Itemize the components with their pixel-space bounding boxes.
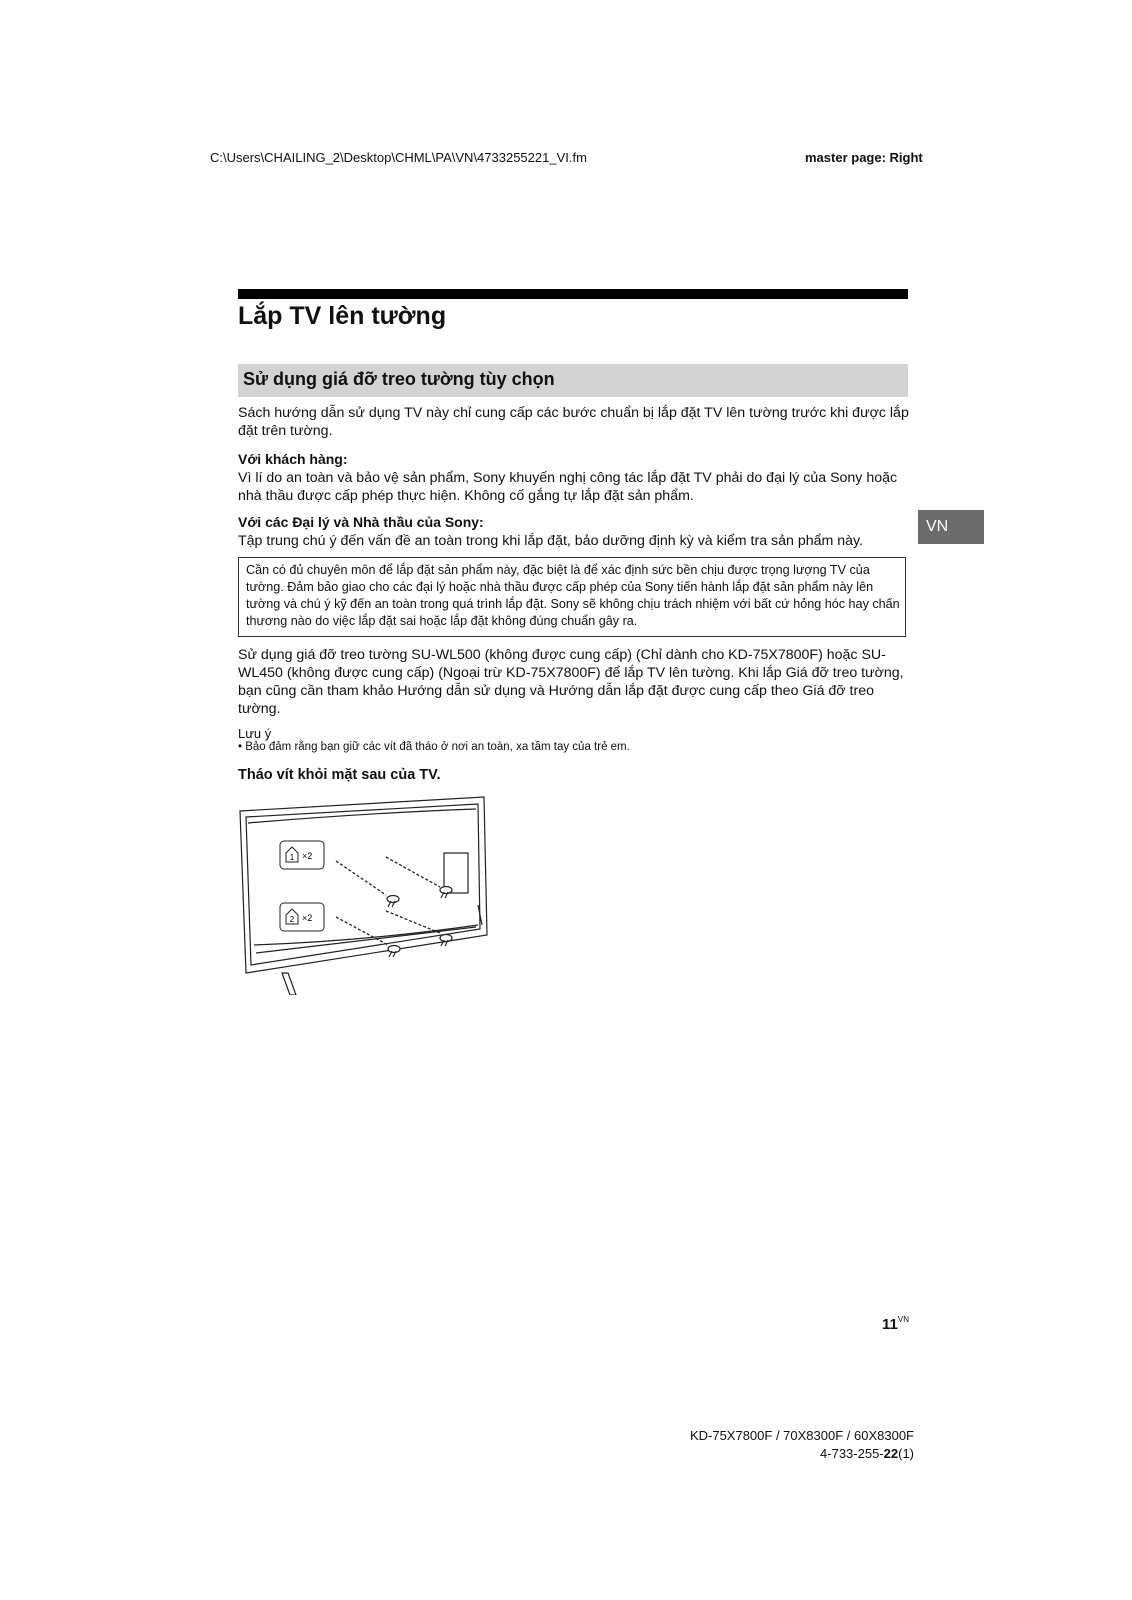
dealers-heading: Với các Đại lý và Nhà thầu của Sony: [238,514,484,530]
step-heading: Tháo vít khỏi mặt sau của TV. [238,767,441,783]
label-1 [280,841,324,869]
page-number [882,1315,909,1333]
bullet-icon: • [238,741,246,753]
note-item [238,741,630,753]
screw-icon [387,896,399,908]
label-1-number: 1 [289,853,295,862]
warning-text: Cần có đủ chuyên môn để lắp đặt sản phẩm này, đặc biệt là để xác định sức bền chịu được trọng lượng TV của tường. Đảm bảo giao cho các đại lý hoặc nhà thầu được cấp phép của Sony tiến hành lắp đặt sản phẩm này lên tường và chú ý kỹ đến an toàn trong quá trình lắp đặt. Sony sẽ không chịu trách nhiệm với bất cứ hỏng hóc hay chấn thương nào do việc lắp đặt sai hoặc lắp đặt không đúng chuẩn gây ra. [246,563,900,628]
footer-code-prefix: 4-733-255- [820,1446,884,1461]
label-1-count: ×2 [302,851,313,861]
label-2-count: ×2 [302,913,313,923]
tv-outline [240,797,487,973]
dealers-paragraph: Tập trung chú ý đến vấn đề an toàn trong khi lắp đặt, bảo dưỡng định kỳ và kiểm tra sản phẩm này. [238,533,864,549]
tv-back-screws-figure [236,795,494,995]
note-item-text: Bảo đảm rằng bạn giữ các vít đã tháo ở nơi an toàn, xa tầm tay của trẻ em. [245,741,630,753]
header-master-page: master page: Right [805,150,923,165]
footer-models: KD-75X7800F / 70X8300F / 60X8300F [689,1428,914,1443]
page-number-value: 11 [882,1316,898,1333]
intro-paragraph: Sách hướng dẫn sử dụng TV này chỉ cung cấp các bước chuẩn bị lắp đặt TV lên tường trước khi được lắp đặt trên tường. [238,405,909,439]
label-2-number: 2 [289,915,295,924]
language-tab: VN [918,510,984,544]
page-number-suffix: VN [897,1315,909,1324]
screw-icon [440,935,452,947]
customers-heading: Với khách hàng: [238,451,348,467]
section-title: Sử dụng giá đỡ treo tường tùy chọn [243,369,555,389]
page-title: Lắp TV lên tường [238,302,447,330]
tv-stand-foot [282,973,296,995]
customers-paragraph: Vì lí do an toàn và bảo vệ sản phẩm, Sony khuyến nghị công tác lắp đặt TV phải do đại lý của Sony hoặc nhà thầu được cấp phép thực hiện. Không cố gắng tự lắp đặt sản phẩm. [238,470,898,504]
footer-code [820,1446,914,1461]
usage-paragraph: Sử dụng giá đỡ treo tường SU-WL500 (không được cung cấp) (Chỉ dành cho KD-75X7800F) hoặc SU-WL450 (không được cung cấp) (Ngoại trừ KD-75X7800F) để lắp TV lên tường. Khi lắp Giá đỡ treo tường, bạn cũng cần tham khảo Hướng dẫn sử dụng và Hướng dẫn lắp đặt được cung cấp theo Giá đỡ treo tường. [238,647,904,717]
title-rule [238,289,908,299]
footer-code-bold: 22 [883,1446,899,1461]
header-file-path: C:\Users\CHAILING_2\Desktop\CHML\PA\VN\4733255221_VI.fm [210,150,587,165]
note-label: Lưu ý [238,726,272,741]
screw-icon [440,887,452,899]
screw-icon [388,946,400,958]
footer-code-suffix: (1) [898,1446,914,1461]
label-2 [280,903,324,931]
